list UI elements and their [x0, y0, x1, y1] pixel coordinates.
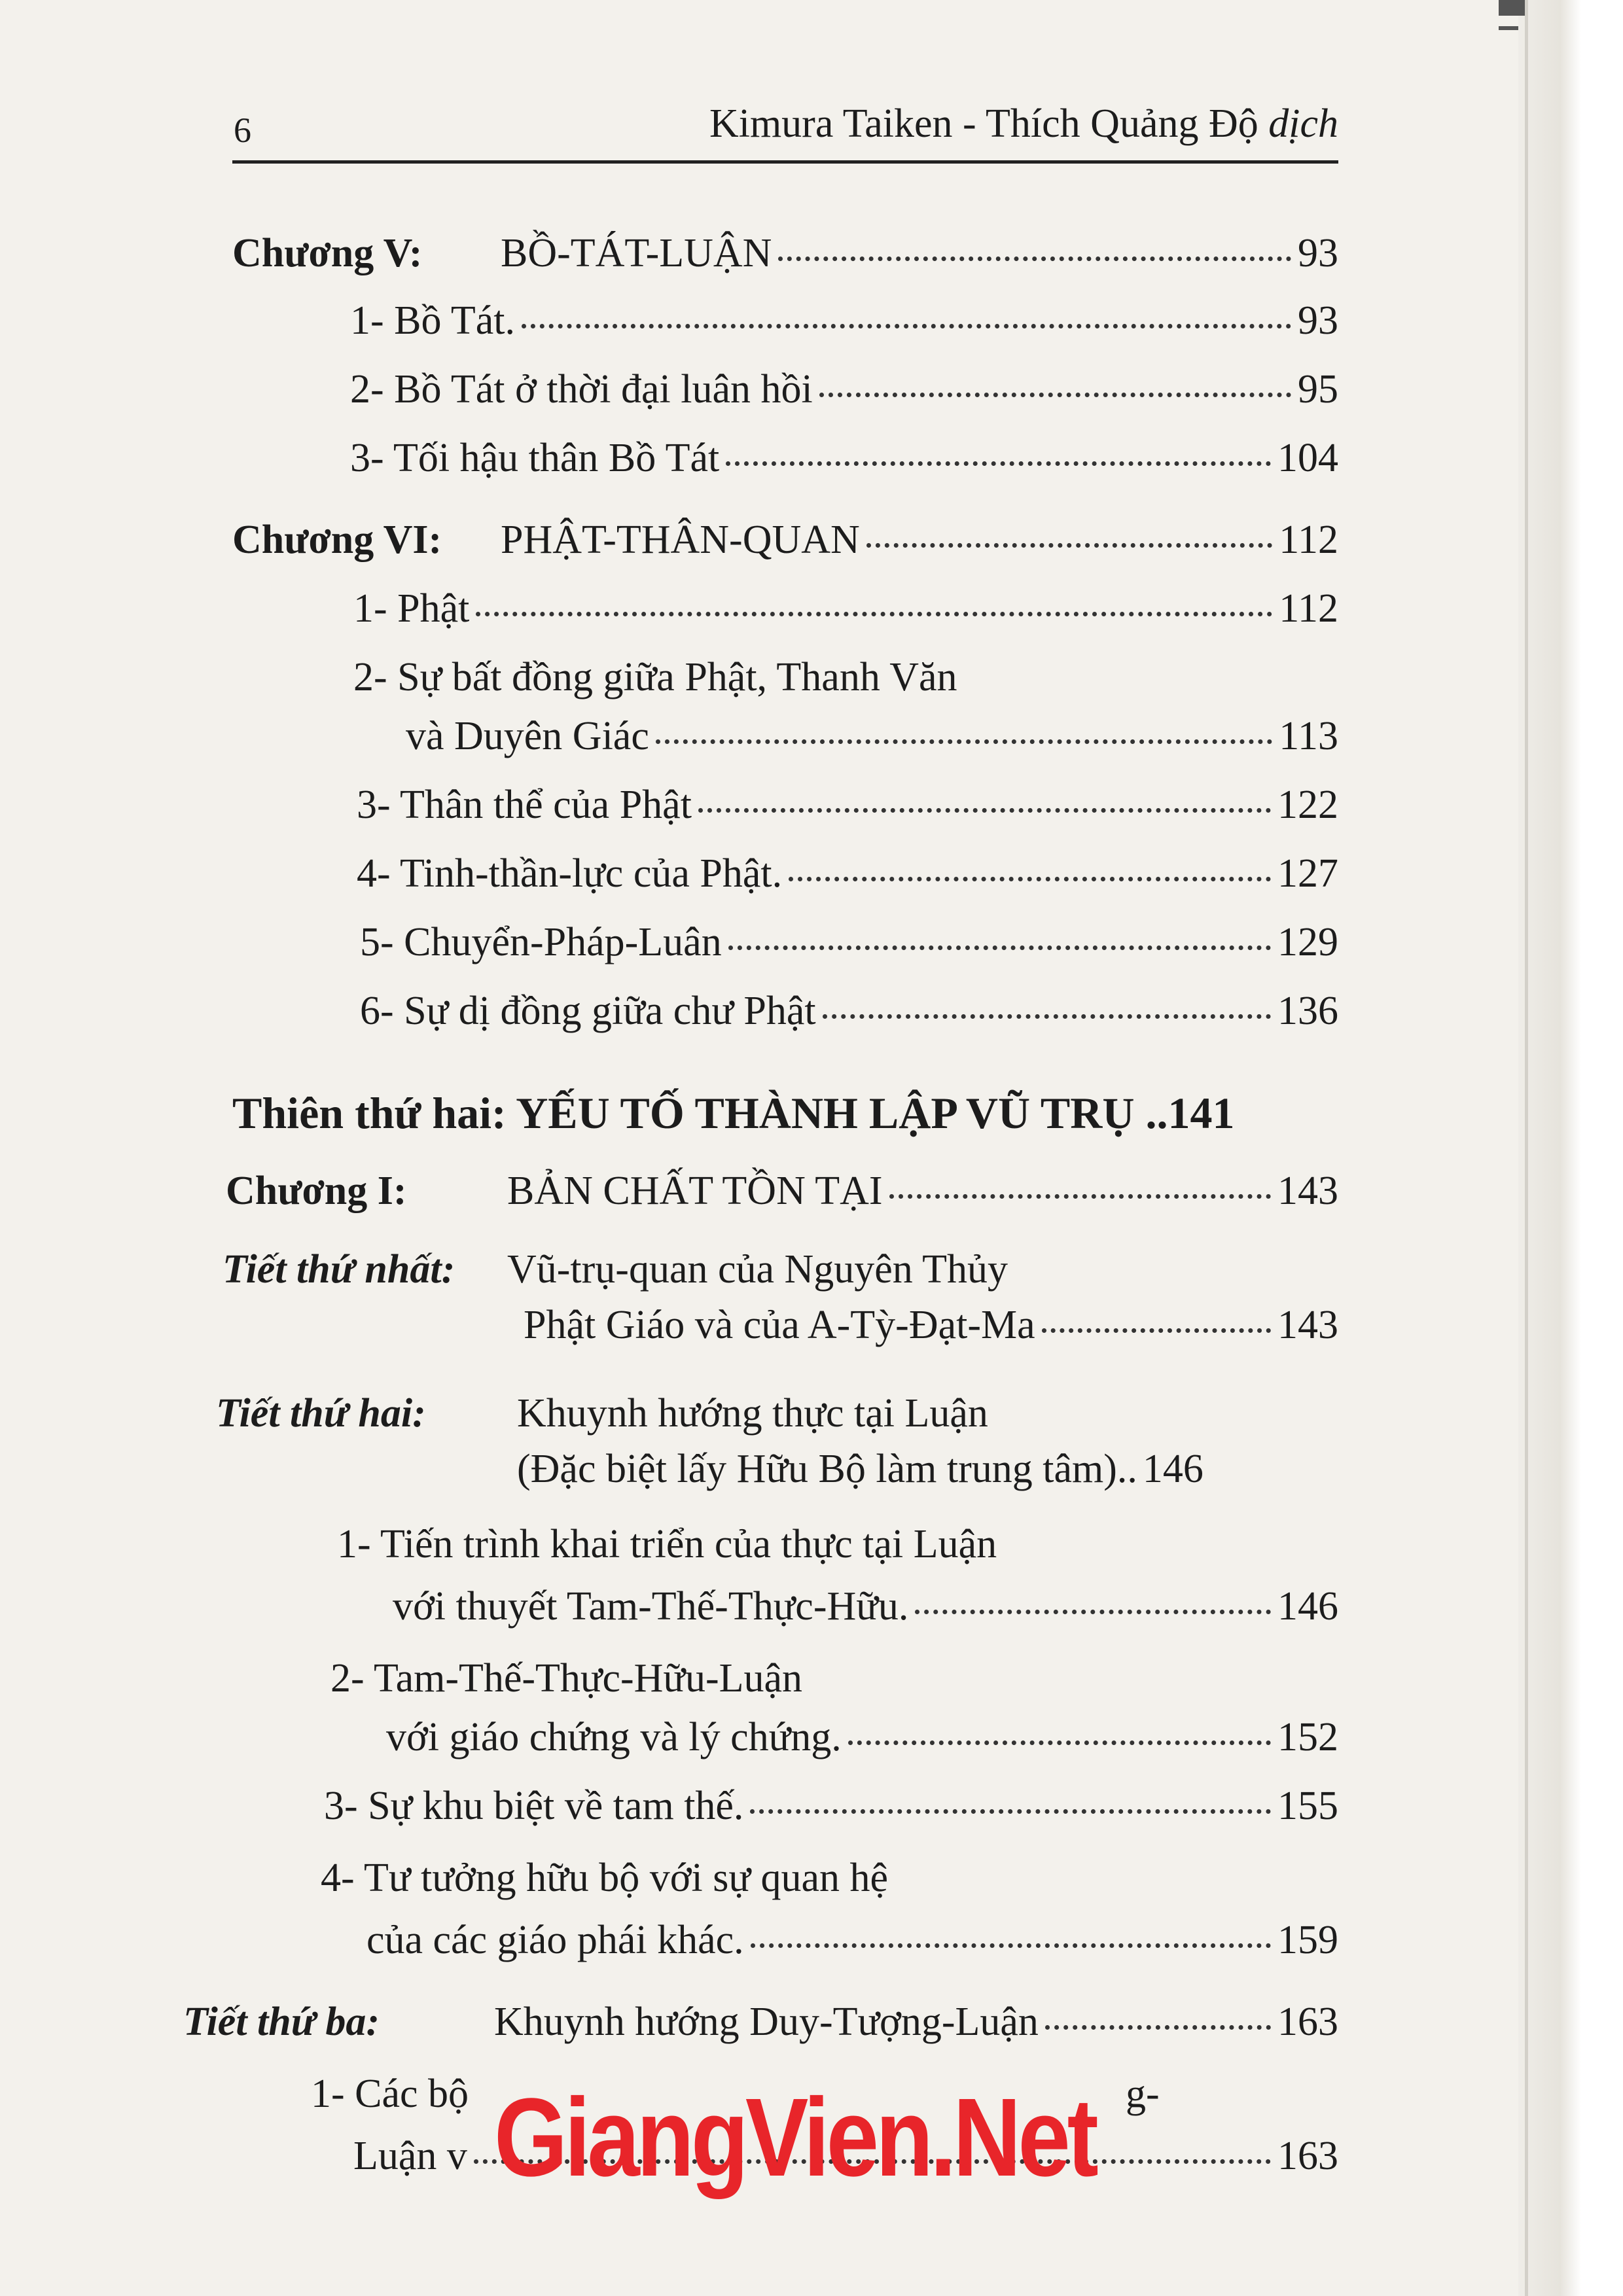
page-ref: 136 [1277, 989, 1338, 1033]
tiet-2-line1 [216, 1390, 988, 1437]
section-label: Tiết thứ hai: [216, 1391, 426, 1436]
entry-text: Luận v [353, 2134, 467, 2178]
chapter-title: BỒ-TÁT-LUẬN [501, 231, 772, 275]
toc-entry[interactable] [366, 1917, 1338, 1964]
page-ref: 93 [1298, 231, 1338, 275]
dot-leader [915, 1610, 1271, 1614]
dot-leader [789, 877, 1271, 881]
entry-text: với giáo chứng và lý chứng. [386, 1715, 842, 1759]
section-label: Tiết thứ ba: [183, 2000, 380, 2044]
entry-text: 4- Tinh-thần-lực của Phật. [357, 851, 783, 896]
running-head-italic: dịch [1268, 101, 1338, 146]
entry-text: 6- Sự dị đồng giữa chư Phật [360, 989, 816, 1033]
dot-leader [751, 1943, 1271, 1948]
dot-leader [848, 1740, 1271, 1745]
toc-entry[interactable] [353, 586, 1338, 632]
entry-text: 3- Thân thể của Phật [357, 783, 692, 827]
page-ref: 129 [1277, 920, 1338, 964]
page-ref: 127 [1277, 851, 1338, 896]
page-ref: 93 [1298, 298, 1338, 343]
page-ref: 143 [1277, 1303, 1338, 1347]
page-ref: 152 [1277, 1715, 1338, 1759]
page-ref: 146 [1142, 1447, 1204, 1491]
part-title: YẾU TỐ THÀNH LẬP VŨ TRỤ [516, 1088, 1135, 1138]
part-dots: .. [1145, 1088, 1168, 1138]
dot-leader [819, 393, 1291, 397]
toc-entry[interactable] [350, 435, 1338, 482]
toc-entry[interactable] [360, 988, 1338, 1034]
entry-text: của các giáo phái khác. [366, 1918, 744, 1962]
chapter-title: BẢN CHẤT TỒN TẠI [507, 1169, 883, 1213]
tiet-1-line1 [223, 1246, 1008, 1293]
entry-text-line1-end: g- [1126, 2072, 1160, 2116]
page-ref: 113 [1279, 714, 1338, 758]
dot-leader [750, 1809, 1271, 1814]
entry-text: (Đặc biệt lấy Hữu Bộ làm trung tâm).. [517, 1447, 1137, 1491]
dot-leader [823, 1014, 1271, 1019]
toc-entry[interactable] [357, 851, 1338, 897]
page-ref: 163 [1277, 2134, 1338, 2178]
page-ref: 112 [1279, 518, 1338, 562]
dot-leader [866, 543, 1273, 548]
dot-leader [656, 739, 1272, 744]
toc-entry-chapter-1[interactable] [226, 1168, 1338, 1214]
page-number: 6 [234, 111, 251, 150]
dot-leader [1045, 2025, 1271, 2030]
toc-entry[interactable] [357, 782, 1338, 828]
toc-entry[interactable] [350, 298, 1338, 344]
page-ref: 141 [1168, 1088, 1235, 1138]
entry-text: 5- Chuyển-Pháp-Luân [360, 920, 722, 964]
page-ref: 112 [1279, 586, 1338, 631]
toc-entry[interactable] [386, 1714, 1338, 1761]
page-ref: 155 [1277, 1784, 1338, 1828]
toc-entry-chapter-6[interactable] [232, 517, 1338, 563]
dot-leader [698, 808, 1271, 813]
entry-text-line1: 2- Sự bất đồng giữa Phật, Thanh Văn [353, 655, 957, 699]
entry-text: với thuyết Tam-Thế-Thực-Hữu. [393, 1584, 909, 1629]
entry-text-line1: 1- Các bộ [311, 2072, 469, 2116]
chapter-title: PHẬT-THÂN-QUAN [501, 518, 860, 562]
toc-entry-section-2[interactable] [517, 1446, 1338, 1492]
toc-entry[interactable] [360, 919, 1338, 966]
dot-leader [1042, 1328, 1271, 1333]
page-ref: 143 [1277, 1169, 1338, 1213]
toc-entry[interactable] [324, 1783, 1338, 1829]
toc-entry[interactable] [406, 713, 1338, 760]
entry-text: 3- Sự khu biệt về tam thế. [324, 1784, 744, 1828]
page-ref: 95 [1298, 367, 1338, 412]
entry-text: và Duyên Giác [406, 714, 649, 758]
entry-text: 2- Bồ Tát ở thời đại luân hồi [350, 367, 813, 412]
dot-leader [728, 945, 1271, 950]
entry-text: Phật Giáo và của A-Tỳ-Đạt-Ma [524, 1303, 1035, 1347]
page-ref: 122 [1277, 783, 1338, 827]
toc-entry[interactable] [393, 1583, 1338, 1630]
section-label: Tiết thứ nhất: [223, 1247, 455, 1292]
entry-text: Khuynh hướng Duy-Tượng-Luận [494, 2000, 1039, 2044]
page-ref: 104 [1277, 436, 1338, 480]
toc-entry-section-1[interactable] [524, 1302, 1338, 1349]
entry-text-line1: 2- Tam-Thế-Thực-Hữu-Luận [330, 1656, 803, 1701]
dot-leader [476, 612, 1272, 616]
dot-leader [522, 324, 1291, 328]
toc-entry-section-3[interactable] [183, 1999, 1338, 2045]
running-head-text: Kimura Taiken - Thích Quảng Độ [709, 101, 1258, 146]
chapter-label: Chương VI: [232, 518, 442, 562]
chapter-label: Chương V: [232, 231, 423, 275]
watermark-logo: GiangVien.Net [494, 2075, 1096, 2200]
part-label: Thiên thứ hai: [232, 1088, 507, 1138]
toc-entry[interactable] [350, 366, 1338, 413]
dot-leader [889, 1194, 1271, 1199]
dot-leader [726, 461, 1271, 466]
page-ref: 163 [1277, 2000, 1338, 2044]
page-ref: 159 [1277, 1918, 1338, 1962]
toc-entry-part-2[interactable] [232, 1087, 1234, 1139]
entry-text-line1: 4- Tư tưởng hữu bộ với sự quan hệ [321, 1856, 889, 1900]
entry-text-line1: 1- Tiến trình khai triển của thực tại Luận [337, 1522, 997, 1566]
entry-text: 1- Bồ Tát. [350, 298, 515, 343]
entry-text: Khuynh hướng thực tại Luận [517, 1391, 988, 1436]
page-ref: 146 [1277, 1584, 1338, 1629]
entry-text: 3- Tối hậu thân Bồ Tát [350, 436, 720, 480]
entry-text: Vũ-trụ-quan của Nguyên Thủy [507, 1247, 1008, 1292]
chapter-label: Chương I: [226, 1169, 407, 1213]
toc-entry-chapter-5[interactable] [232, 230, 1338, 277]
dot-leader [778, 256, 1291, 261]
entry-text: 1- Phật [353, 586, 470, 631]
